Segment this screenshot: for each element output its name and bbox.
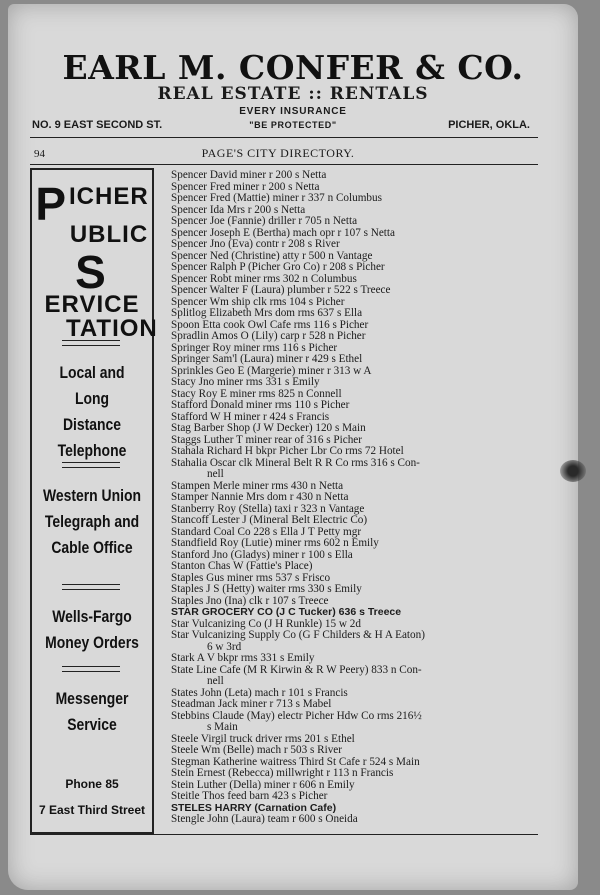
- ink-stain: [560, 460, 586, 482]
- sidebar-advertisement: [30, 168, 158, 834]
- directory-entry: Stafford Donald miner rms 110 s Picher: [171, 399, 350, 411]
- directory-entry: Spencer Walter F (Laura) plumber r 522 s Treece: [171, 284, 391, 296]
- directory-entry: Steele Virgil truck driver rms 201 s Ethel: [171, 732, 355, 745]
- directory-entry: Steadman Jack miner r 713 s Mabel: [171, 698, 332, 710]
- company-address: NO. 9 EAST SECOND ST.: [32, 119, 163, 131]
- company-city: PICHER, OKLA.: [448, 119, 530, 131]
- directory-entry: Stein Luther (Della) miner r 606 n Emily: [171, 778, 355, 791]
- sidebar-text: Western Union: [42, 486, 142, 505]
- page-number: 94: [34, 148, 45, 160]
- sidebar-text: Money Orders: [45, 633, 139, 652]
- directory-entry: Stag Barber Shop (J W Decker) 120 s Main: [171, 422, 366, 434]
- directory-entry: Stein Ernest (Rebecca) millwright r 113 n Francis: [171, 767, 394, 779]
- sidebar-title-rest: TATION: [66, 315, 158, 342]
- directory-entry: Staggs Luther T miner rear of 316 s Picher: [171, 433, 362, 446]
- directory-entry: Steele Wm (Belle) mach r 503 s River: [171, 744, 342, 756]
- directory-entry: Stafford W H miner r 424 s Francis: [171, 410, 330, 423]
- directory-entry: Stengle John (Laura) team r 600 s Oneida: [171, 813, 358, 825]
- sidebar-text: Messenger: [55, 689, 129, 708]
- directory-entry: Star Vulcanizing Co (J H Runkle) 15 w 2d: [171, 617, 361, 630]
- directory-entry: Stegman Katherine waitress Third St Cafe r 524 s Main: [171, 755, 420, 768]
- directory-entry: Splitlog Elizabeth Mrs dom rms 637 s Ella: [171, 307, 363, 319]
- sidebar-block-telephone: [43, 360, 141, 464]
- sidebar-text: Wells-Fargo: [52, 607, 132, 626]
- sidebar-title-rest: ICHER: [69, 183, 149, 210]
- sidebar-title-line: [32, 246, 158, 342]
- directory-entry: nell: [207, 675, 224, 687]
- sidebar-text: Distance: [62, 415, 122, 434]
- directory-entry: Stacy Roy E miner rms 825 n Connell: [171, 387, 342, 400]
- directory-entry: Stark A V bkpr rms 331 s Emily: [171, 652, 315, 664]
- directory-entry: Spradlin Amos O (Lily) carp r 528 n Picher: [171, 330, 366, 342]
- directory-entry: Stancoff Lester J (Mineral Belt Electric Co): [171, 514, 368, 526]
- directory-entry: Standfield Roy (Lutie) miner rms 602 n Emily: [171, 537, 379, 549]
- directory-entry: Spencer Jno (Eva) contr r 208 s River: [171, 238, 340, 250]
- sidebar-initial: P: [35, 178, 67, 230]
- directory-entry: s Main: [207, 721, 238, 733]
- company-name: EARL M. CONFER & CO.: [62, 48, 524, 87]
- directory-entry: Staples Jno (Ina) clk r 107 s Treece: [171, 594, 329, 607]
- sidebar-initial: S: [75, 246, 107, 298]
- directory-entry: Spencer Joe (Fannie) driller r 705 n Netta: [171, 215, 358, 227]
- directory-entry: STAR GROCERY CO (J C Tucker) 636 s Treece: [171, 606, 402, 618]
- directory-entry: Stamper Nannie Mrs dom r 430 n Netta: [171, 491, 349, 503]
- sidebar-phone: Phone 85: [65, 777, 119, 791]
- directory-entry: Stahalia Oscar clk Mineral Belt R R Co rms 316 s Con-: [171, 456, 420, 469]
- directory-entry: Stahala Richard H bkpr Picher Lbr Co rms 72 Hotel: [171, 445, 404, 457]
- sidebar-text: Cable Office: [51, 538, 133, 557]
- sidebar-text: Service: [67, 715, 117, 734]
- directory-entry: Spencer Joseph E (Bertha) mach opr r 107 s Netta: [171, 226, 395, 239]
- directory-entries: [171, 170, 541, 826]
- insurance-line: EVERY INSURANCE: [239, 106, 347, 117]
- header-rule: [30, 137, 538, 138]
- directory-entry: nell: [207, 468, 224, 480]
- directory-entry: Star Vulcanizing Supply Co (G F Childers & H A Eaton): [171, 629, 425, 641]
- directory-entry: Spencer Wm ship clk rms 104 s Picher: [171, 295, 345, 308]
- directory-entry: Stacy Jno miner rms 331 s Emily: [171, 376, 320, 388]
- directory-page: [8, 4, 578, 890]
- sidebar-title-rest: ERVICE: [44, 291, 140, 318]
- sidebar-text: Telegraph and: [44, 512, 140, 531]
- directory-entry: Standard Coal Co 228 s Ella J T Petty mgr: [171, 525, 362, 538]
- directory-entry: Stampen Merle miner rms 430 n Netta: [171, 479, 344, 492]
- sidebar-title-rest: UBLIC: [69, 221, 149, 248]
- directory-entry: Sprinkles Geo E (Margerie) miner r 313 w A: [171, 364, 372, 377]
- directory-entry: Stebbins Claude (May) electr Picher Hdw Co rms 216½: [171, 709, 422, 722]
- slogan: "BE PROTECTED": [249, 120, 337, 130]
- directory-entry: Spencer David miner r 200 s Netta: [171, 169, 327, 181]
- sidebar-separator: [62, 666, 120, 672]
- running-head-rule: [30, 164, 538, 165]
- directory-entry: State Line Cafe (M R Kirwin & R W Peery) 833 n Con-: [171, 663, 422, 676]
- directory-entry: Spencer Fred (Mattie) miner r 337 n Columbus: [171, 192, 382, 204]
- sidebar-block-wells-fargo: [43, 604, 141, 656]
- sidebar-title: [32, 178, 158, 342]
- directory-entry: Staples Gus miner rms 537 s Frisco: [171, 571, 331, 584]
- sidebar-title-line: [32, 178, 152, 248]
- sidebar-separator: [62, 340, 120, 346]
- directory-entry: Spencer Ida Mrs r 200 s Netta: [171, 203, 306, 216]
- directory-entry: STELES HARRY (Carnation Cafe): [171, 801, 337, 814]
- running-head: PAGE'S CITY DIRECTORY.: [201, 146, 355, 160]
- directory-entry: Spencer Ralph P (Picher Gro Co) r 208 s Picher: [171, 261, 385, 273]
- directory-entry: 6 w 3rd: [207, 640, 242, 653]
- directory-entry: Stanton Chas W (Fattie's Place): [171, 560, 313, 572]
- sidebar-text: Local and Long: [59, 363, 125, 408]
- footer-rule: [30, 834, 538, 835]
- company-subtitle: REAL ESTATE :: RENTALS: [157, 84, 429, 104]
- directory-entry: Spencer Robt miner rms 302 n Columbus: [171, 272, 357, 285]
- directory-entry: Steitle Thos feed barn 423 s Picher: [171, 790, 328, 802]
- sidebar-street-address: 7 East Third Street: [38, 803, 146, 817]
- sidebar-block-western-union: [43, 483, 141, 561]
- directory-entry: Springer Roy miner rms 116 s Picher: [171, 341, 338, 354]
- directory-entry: Spoon Etta cook Owl Cafe rms 116 s Picher: [171, 318, 369, 331]
- directory-entry: Spencer Ned (Christine) atty r 500 n Vantage: [171, 249, 373, 262]
- sidebar-separator: [62, 584, 120, 590]
- directory-entry: Stanford Jno (Gladys) miner r 100 s Ella: [171, 548, 353, 561]
- directory-entry: Stanberry Roy (Stella) taxi r 323 n Vantage: [171, 502, 365, 515]
- directory-entry: Spencer Fred miner r 200 s Netta: [171, 180, 320, 193]
- sidebar-text: Telephone: [57, 441, 127, 460]
- directory-entry: States John (Leta) mach r 101 s Francis: [171, 686, 348, 699]
- sidebar-block-messenger: [43, 686, 141, 738]
- directory-entry: Staples J S (Hetty) waiter rms 330 s Emily: [171, 583, 362, 595]
- directory-entry: Springer Sam'l (Laura) miner r 429 s Ethel: [171, 353, 363, 365]
- sidebar-separator: [62, 462, 120, 468]
